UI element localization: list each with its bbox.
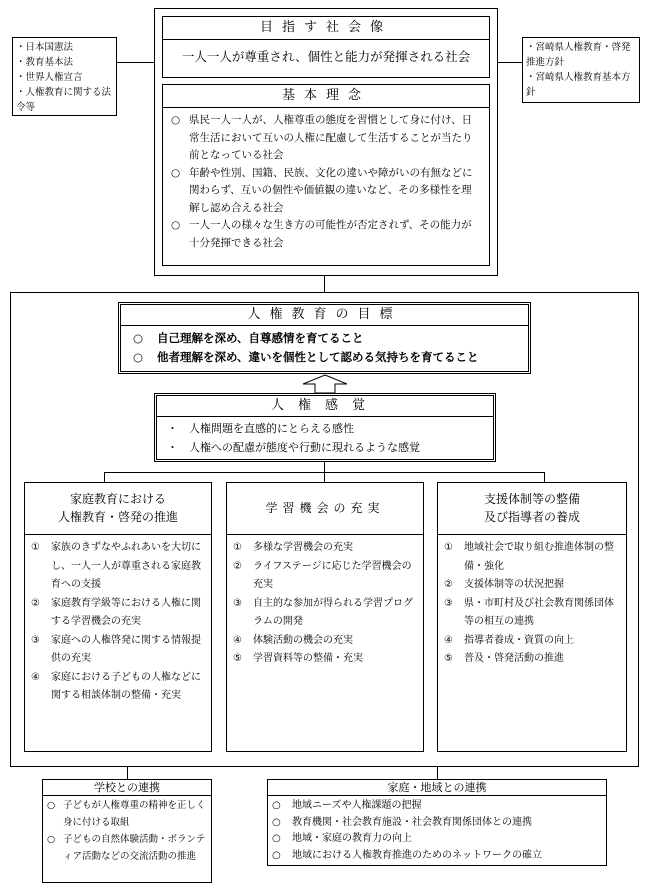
principle-item: ○ 一人一人の様々な生き方の可能性が否定されず、その能力が十分発揮できる社会: [171, 219, 472, 249]
column-title: 学習機会の充実: [227, 483, 423, 535]
connector-left-laws: [117, 62, 155, 63]
community-list: [268, 796, 606, 866]
column-item: ④ 体験活動の機会の充実: [233, 634, 353, 646]
connector-right-plans: [498, 62, 522, 63]
law-item: ・世界人権宣言: [16, 72, 83, 83]
column-title: 支援体制等の整備 及び指導者の養成: [438, 483, 626, 535]
column-item: ① 家族のきずなやふれあいを大切にし、一人一人が尊重される家庭教育への支援: [31, 542, 201, 590]
column-list: [438, 535, 626, 673]
connector-community: [437, 767, 438, 779]
column-item: ② ライフステージに応じた学習機会の充実: [233, 560, 412, 590]
community-box: [267, 779, 607, 866]
principle-item: ○ 年齢や性別、国籍、民族、文化の違いや障がいの有無などに関わらず、互いの個性や価値観の違いなど、その多様性を理解し認め合える社会: [171, 166, 473, 214]
plans-box: [522, 37, 640, 103]
plan-item: ・宮崎県人権教育・啓発推進方針: [526, 42, 631, 68]
school-list: [43, 796, 211, 866]
column-item: ③ 自主的な参加が得られる学習プログラムの開発: [233, 597, 413, 627]
sense-title: 人権感覚: [157, 396, 493, 417]
goal-item: ○ 他者理解を深め、違いを個性として認める気持ちを育てること: [133, 350, 479, 364]
column-home-education: [24, 482, 212, 752]
school-title: 学校との連携: [43, 780, 211, 796]
goal-item: ○ 自己理解を深め、自尊感情を育てること: [133, 331, 364, 345]
community-item: ○ 教育機関・社会教育施設・社会教育関係団体との連携: [272, 816, 532, 828]
vision-title: 目指す社会像: [163, 17, 489, 40]
column-item: ⑤ 学習資料等の整備・充実: [233, 653, 363, 664]
school-box: [42, 779, 212, 883]
vision-text: 一人一人が尊重され、個性と能力が発揮される社会: [181, 49, 471, 64]
law-item: ・人権教育に関する法令等: [16, 87, 112, 113]
goals-title: 人権教育の目標: [121, 305, 528, 326]
goals-box: [118, 302, 531, 374]
connector-branch-center: [324, 472, 325, 482]
school-item: ○ 子どもの自然体験活動・ボランティア活動などの交流活動の推進: [47, 834, 206, 862]
principles-list: [163, 108, 489, 256]
plan-item: ・宮崎県人権教育基本方針: [526, 72, 631, 98]
sense-item: ・ 人権問題を直感的にとらえる感性: [167, 422, 354, 435]
column-item: ② 家庭教育学級等における人権に関する学習機会の充実: [31, 597, 201, 627]
sense-item: ・ 人権への配慮が態度や行動に現れるような感覚: [167, 440, 420, 454]
column-item: ② 支援体制等の状況把握: [444, 579, 564, 590]
column-item: ③ 家庭への人権啓発に関する情報提供の充実: [31, 634, 201, 664]
community-item: ○ 地域における人権教育推進のためのネットワークの確立: [272, 849, 542, 861]
community-item: ○ 地域・家庭の教育力の向上: [272, 833, 412, 844]
column-support-system: [437, 482, 627, 752]
connector-branch-right: [544, 472, 545, 482]
community-item: ○ 地域ニーズや人権課題の把握: [272, 800, 422, 811]
connector-branch-left: [104, 472, 105, 482]
community-title: 家庭・地域との連携: [268, 780, 606, 796]
column-list: [227, 535, 423, 673]
sense-box: [154, 393, 496, 462]
column-learning-opportunities: [226, 482, 424, 752]
connector-top-to-frame: [324, 276, 325, 293]
connector-school: [127, 767, 128, 779]
vision-box: [162, 16, 490, 78]
column-item: ⑤ 普及・啓発活動の推進: [444, 653, 564, 664]
laws-box: [12, 37, 117, 116]
arrow-up-icon: [300, 374, 350, 394]
column-item: ④ 家庭における子どもの人権などに関する相談体制の整備・充実: [31, 671, 201, 701]
law-item: ・日本国憲法: [16, 42, 74, 53]
principle-item: ○ 県民一人一人が、人権尊重の態度を習慣として身に付け、日常生活において互いの人権に配慮して生活することが当たり前となっている社会: [171, 114, 473, 161]
column-item: ③ 県・市町村及び社会教育関係団体等の相互の連携: [444, 597, 614, 627]
column-item: ④ 指導者養成・資質の向上: [444, 634, 574, 646]
top-frame: [154, 8, 498, 276]
principles-title: 基本理念: [163, 85, 489, 108]
principles-box: [162, 84, 490, 266]
column-item: ① 地域社会で取り組む推進体制の整備・強化: [444, 542, 614, 572]
column-list: [25, 535, 211, 710]
column-title: 家庭教育における 人権教育・啓発の推進: [25, 483, 211, 535]
law-item: ・教育基本法: [16, 57, 74, 68]
goals-list: [121, 326, 528, 370]
column-item: ① 多様な学習機会の充実: [233, 542, 353, 553]
school-item: ○ 子どもが人権尊重の精神を正しく身に付ける取組: [47, 800, 206, 828]
sense-list: [157, 417, 493, 460]
